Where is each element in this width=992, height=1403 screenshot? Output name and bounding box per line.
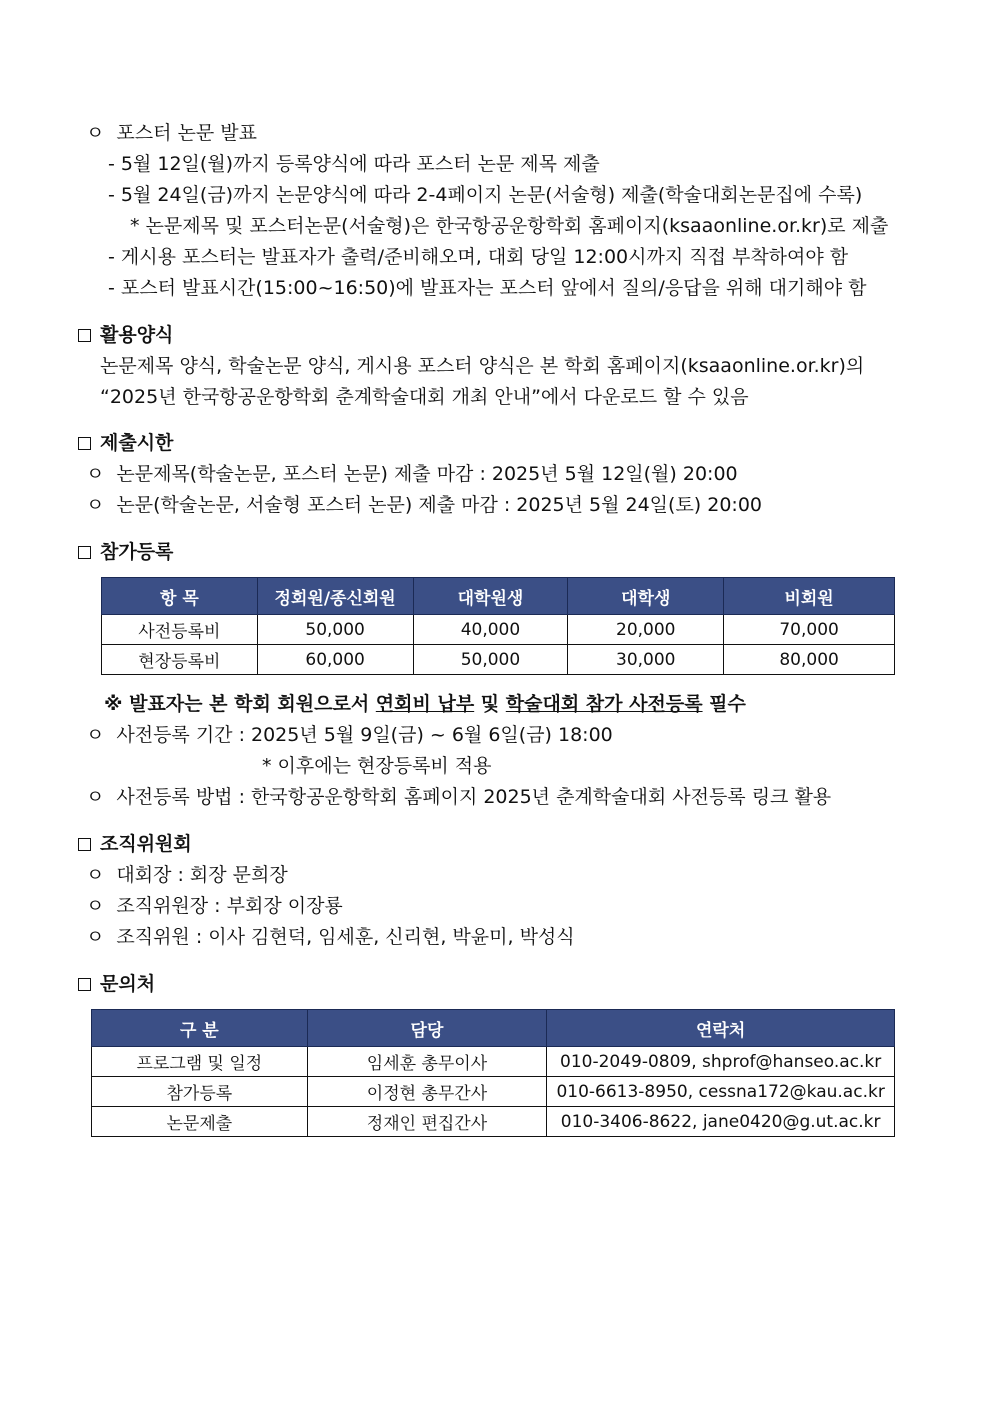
bullet-circle-icon: ㅇ [86,463,105,485]
bullet-circle-icon: ㅇ [86,864,105,886]
contact-table [91,1009,895,1137]
table-header-cell: 대학원생 [413,578,568,615]
committee-item [86,894,343,918]
forms-heading [78,323,173,347]
table-cell: 010-6613-8950, cessna172@kau.ac.kr [547,1077,895,1107]
bullet-circle-icon: ㅇ [86,926,105,948]
table-cell: 70,000 [724,615,895,645]
table-header-cell: 연락처 [547,1010,895,1047]
registration-heading-text: 참가등록 [100,541,174,563]
table-cell: 30,000 [568,645,724,675]
deadline-item-text: 논문제목(학술논문, 포스터 논문) 제출 마감 : 2025년 5월 12일(월) 20:00 [116,463,738,485]
table-header-cell: 담당 [307,1010,547,1047]
table-header-cell: 항 목 [102,578,258,615]
committee-item-text: 조직위원 : 이사 김현덕, 임세훈, 신리현, 박윤미, 박성식 [116,926,575,948]
table-cell: 참가등록 [92,1077,308,1107]
registration-period-note: * 이후에는 현장등록비 적용 [262,755,492,777]
registration-period-text: 사전등록 기간 : 2025년 5월 9일(금) ~ 6월 6일(금) 18:00 [116,724,613,746]
table-cell: 이정현 총무간사 [307,1077,547,1107]
committee-item [86,863,288,887]
deadline-item [86,493,762,517]
table-cell: 60,000 [257,645,413,675]
bullet-circle-icon: ㅇ [86,494,105,516]
forms-text: 논문제목 양식, 학술논문 양식, 게시용 포스터 양식은 본 학회 홈페이지(ksaaonline.or.kr)의 “2025년 한국항공운항학회 춘계학술대회 개최 안내”에서 다운로드 할 수 있음 [100,355,865,408]
note-mid: 및 [474,693,506,715]
poster-title-line [86,121,257,145]
poster-title: 포스터 논문 발표 [116,122,257,144]
checkbox-square-icon [78,978,91,991]
table-cell: 임세훈 총무이사 [307,1047,547,1077]
table-row [92,1077,895,1107]
committee-item [86,925,575,949]
table-header-cell: 정회원/종신회원 [257,578,413,615]
table-row [92,1047,895,1077]
table-cell: 논문제출 [92,1107,308,1137]
table-cell: 사전등록비 [102,615,258,645]
note-underlined-preregistration: 학술대회 참가 사전등록 [505,693,703,715]
note-prefix: ※ 발표자는 본 학회 회원으로서 [104,693,376,715]
poster-item: - 5월 24일(금)까지 논문양식에 따라 2-4페이지 논문(서술형) 제출(학술대회논문집에 수록) [108,184,863,206]
registration-method [86,785,831,809]
checkbox-square-icon [78,329,91,342]
registration-fee-table [101,577,895,675]
table-cell: 50,000 [257,615,413,645]
registration-heading [78,540,173,564]
table-header-cell: 구 분 [92,1010,308,1047]
table-row [92,1107,895,1137]
contact-heading-text: 문의처 [100,973,156,995]
contact-heading [78,972,155,996]
bullet-circle-icon: ㅇ [86,786,105,808]
table-cell: 40,000 [413,615,568,645]
bullet-circle-icon: ㅇ [86,122,105,144]
poster-item: - 5월 12일(월)까지 등록양식에 따라 포스터 논문 제목 제출 [108,153,600,175]
registration-period [86,723,613,747]
deadline-heading [78,431,173,455]
table-cell: 80,000 [724,645,895,675]
registration-method-text: 사전등록 방법 : 한국항공운항학회 홈페이지 2025년 춘계학술대회 사전등록 링크 활용 [116,786,832,808]
bullet-circle-icon: ㅇ [86,724,105,746]
checkbox-square-icon [78,437,91,450]
bullet-circle-icon: ㅇ [86,895,105,917]
poster-item-note: * 논문제목 및 포스터논문(서술형)은 한국항공운항학회 홈페이지(ksaaonline.or.kr)로 제출 [130,215,889,237]
presenter-requirement-note [104,692,746,716]
deadline-heading-text: 제출시한 [100,432,174,454]
committee-heading [78,832,192,856]
table-cell: 20,000 [568,615,724,645]
poster-item: - 포스터 발표시간(15:00~16:50)에 발표자는 포스터 앞에서 질의/응답을 위해 대기해야 함 [108,277,867,299]
note-underlined-dues: 연회비 납부 [375,693,475,715]
deadline-item [86,462,738,486]
table-header-cell: 대학생 [568,578,724,615]
table-header-cell: 비회원 [724,578,895,615]
committee-heading-text: 조직위원회 [100,833,192,855]
table-cell: 현장등록비 [102,645,258,675]
table-cell: 50,000 [413,645,568,675]
forms-heading-text: 활용양식 [100,324,174,346]
checkbox-square-icon [78,546,91,559]
deadline-item-text: 논문(학술논문, 서술형 포스터 논문) 제출 마감 : 2025년 5월 24일(토) 20:00 [116,494,763,516]
table-row [102,645,895,675]
table-header-row [92,1010,895,1047]
table-cell: 프로그램 및 일정 [92,1047,308,1077]
poster-item: - 게시용 포스터는 발표자가 출력/준비해오며, 대회 당일 12:00시까지 직접 부착하여야 함 [108,246,849,268]
table-cell: 010-2049-0809, shprof@hanseo.ac.kr [547,1047,895,1077]
committee-item-text: 대회장 : 회장 문희장 [116,864,288,886]
note-suffix: 필수 [702,693,746,715]
table-cell: 010-3406-8622, jane0420@g.ut.ac.kr [547,1107,895,1137]
checkbox-square-icon [78,838,91,851]
table-header-row [102,578,895,615]
table-cell: 정재인 편집간사 [307,1107,547,1137]
committee-item-text: 조직위원장 : 부회장 이장룡 [116,895,343,917]
table-row [102,615,895,645]
